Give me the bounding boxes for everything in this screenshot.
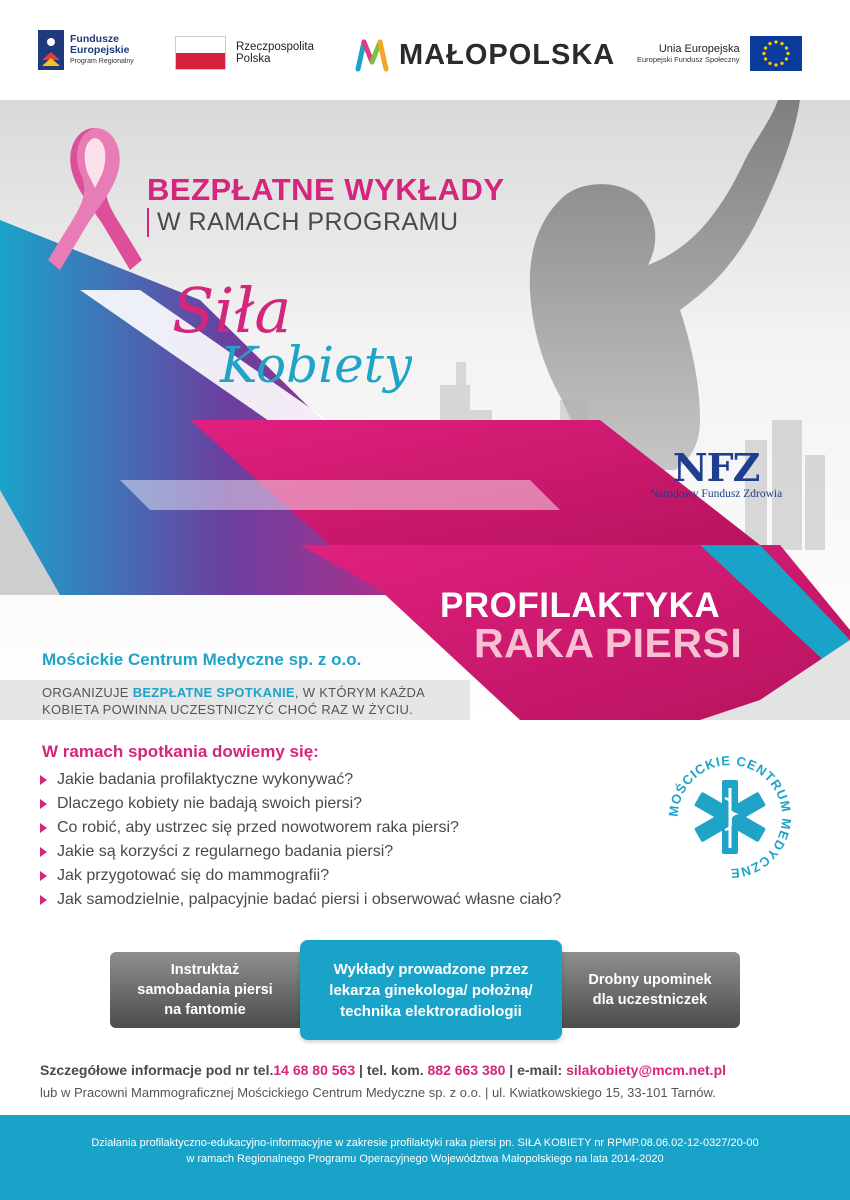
list-item-text: Jak przygotować się do mammografii? [57,867,330,884]
list-item-text: Jakie badania profilaktyczne wykonywać? [57,771,354,788]
malopolska-logo [355,38,615,72]
list-item [40,840,561,864]
list-item [40,888,561,912]
fe-line3: Program Regionalny [70,57,134,65]
bullet-arrow-icon [40,775,47,785]
info-section [0,720,850,935]
contact-mobile[interactable]: 882 663 380 [427,1062,506,1078]
feature-box-lectures-text: Wykłady prowadzone przez lekarza ginekologa/ położną/ technika elektroradiologii [329,960,533,1020]
feature-box-lectures [300,940,562,1040]
fe-line1: Fundusze [70,32,119,45]
feature-box-self-exam-text: Instruktaż samobadania piersi na fantomie [137,962,273,1018]
ue-line1: Unia Europejska [658,43,740,55]
bullet-arrow-icon [40,847,47,857]
list-item-text: Jak samodzielnie, palpacyjnie badać piersi i obserwować własne ciało? [57,891,562,908]
info-title: W ramach spotkania dowiemy się: [42,742,319,761]
eu-flag-icon [750,36,802,71]
footer [0,1115,850,1200]
bullet-arrow-icon [40,799,47,809]
raka-piersi-title: RAKA PIERSI [474,620,743,666]
headline-free-lectures: BEZPŁATNE WYKŁADY [147,172,505,207]
nfz-logo [650,445,783,500]
malopolska-m-icon [355,38,389,72]
fe-line2: Europejskie [70,43,130,56]
org-desc-highlight: BEZPŁATNE SPOTKANIE [132,685,295,700]
list-item [40,768,561,792]
mcm-circle-text: MOŚCICKIE CENTRUM MEDYCZNE [665,752,795,882]
contact-address: lub w Pracowni Mammograficznej Mościckiego Centrum Medyczne sp. z o.o. | ul. Kwiatkowskiego 15, 33-101 Tarnów. [40,1085,716,1100]
list-item [40,864,561,888]
sila-kobiety-logo [172,270,412,400]
unia-europejska-logo [637,36,802,71]
contact-sep2: | e-mail: [505,1062,567,1078]
bullet-arrow-icon [40,895,47,905]
contact-phone[interactable]: 14 68 80 563 [273,1062,356,1078]
ue-line2: Europejski Fundusz Społeczny [637,55,740,64]
malopolska-name: MAŁOPOLSKA [399,38,616,71]
rzeczpospolita-logo [175,36,314,70]
organizer-name: Mościckie Centrum Medyczne sp. z o.o. [42,650,362,669]
nfz-full-name: Narodowy Fundusz Zdrowia [650,488,783,500]
rp-line1: Rzeczpospolita [236,40,314,53]
polish-flag-icon [175,36,226,70]
contact-sep1: | tel. kom. [355,1062,428,1078]
list-item [40,792,561,816]
logo-bar [0,0,850,100]
woman-silhouette [530,100,800,470]
nfz-abbr: NFZ [672,445,760,490]
fundusze-europejskie-logo [38,30,134,70]
feature-box-gift-text: Drobny upominek dla uczestniczek [588,972,712,1008]
sila-text: Siła [172,274,292,347]
rp-line2: Polska [236,53,271,65]
org-desc-line2: KOBIETA POWINNA UCZESTNICZYĆ CHOĆ RAZ W ŻYCIU. [42,702,414,717]
contact-email[interactable]: silakobiety@mcm.net.pl [566,1062,727,1078]
mcm-medical-logo [665,752,795,882]
info-list [40,768,561,912]
hero-section [0,100,850,720]
org-desc-pre: ORGANIZUJE [42,685,133,700]
bullet-arrow-icon [40,823,47,833]
features-boxes [0,935,850,1045]
list-item-text: Jakie są korzyści z regularnego badania piersi? [57,843,394,860]
list-item-text: Dlaczego kobiety nie badają swoich piersi? [57,795,363,812]
org-desc-post: , W KTÓRYM KAŻDA [294,685,426,700]
pink-ribbon-icon [48,120,143,275]
footer-line2: w ramach Regionalnego Programu Operacyjnego Województwa Małopolskiego na lata 2014-2020 [186,1153,664,1165]
feature-box-gift [560,952,740,1028]
fe-star-icon [38,30,64,70]
list-item-text: Co robić, aby ustrzec się przed nowotworem raka piersi? [57,819,459,836]
list-item [40,816,561,840]
headline-program: W RAMACH PROGRAMU [147,208,459,237]
contact-prefix: Szczegółowe informacje pod nr tel. [40,1062,274,1078]
profilaktyka-title: PROFILAKTYKA [440,586,721,625]
kobiety-text: Kobiety [220,336,412,394]
contact-line [40,1062,726,1078]
footer-line1: Działania profilaktyczno-edukacyjno-informacyjne w zakresie profilaktyki raka piersi pn. SIŁA KOBIETY nr RPMP.08.06.02-12-0327/20-00 [91,1137,759,1149]
bullet-arrow-icon [40,871,47,881]
organizer-description [0,680,470,720]
feature-box-self-exam [110,952,300,1028]
